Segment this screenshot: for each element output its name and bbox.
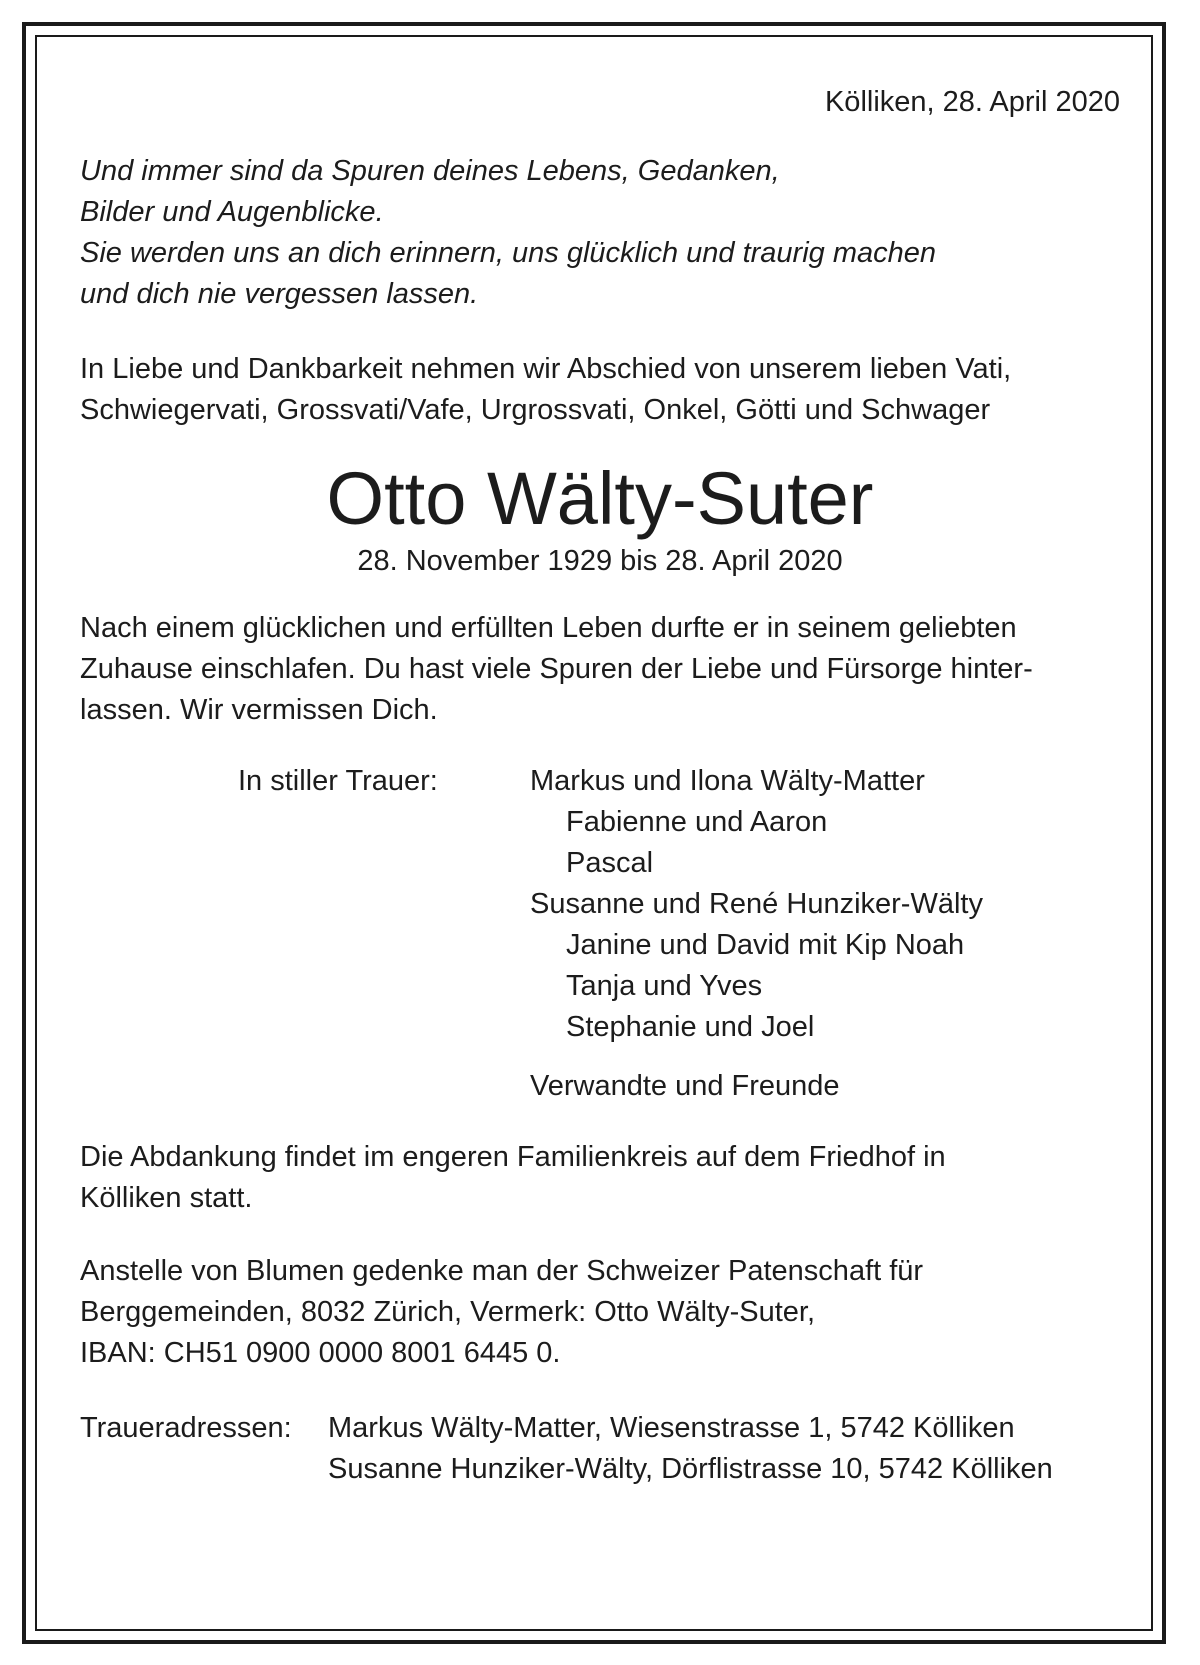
poem-line: Bilder und Augenblicke. <box>80 196 384 228</box>
tribute-line: lassen. Wir vermissen Dich. <box>80 694 438 726</box>
ceremony-line: Kölliken statt. <box>80 1182 253 1214</box>
mourners-label: In stiller Trauer: <box>238 765 438 797</box>
obituary-notice <box>80 60 1120 1490</box>
family-child: Stephanie und Joel <box>566 1011 815 1043</box>
family-child: Janine und David mit Kip Noah <box>566 929 965 961</box>
family-name: Susanne und René Hunziker-Wälty <box>530 888 983 920</box>
family-child: Pascal <box>566 847 654 879</box>
ceremony-paragraph <box>80 1137 1120 1219</box>
family-child: Fabienne und Aaron <box>566 806 828 838</box>
addresses-section <box>80 1408 1120 1490</box>
addresses-label: Traueradressen: <box>80 1412 292 1444</box>
tribute-line: Zuhause einschlafen. Du hast viele Spuren der Liebe und Fürsorge hinter- <box>80 653 1033 685</box>
addresses-list <box>328 1408 1120 1490</box>
family-name: Markus und Ilona Wälty-Matter <box>530 765 925 797</box>
poem-line: Und immer sind da Spuren deines Lebens, Gedanken, <box>80 155 780 187</box>
intro-paragraph <box>80 349 1120 431</box>
life-dates: 28. November 1929 bis 28. April 2020 <box>357 545 843 577</box>
mourners-section <box>80 761 1120 1107</box>
address-line: Markus Wälty-Matter, Wiesenstrasse 1, 5742 Kölliken <box>328 1412 1015 1444</box>
family-child: Tanja und Yves <box>566 970 763 1002</box>
donation-line: IBAN: CH51 0900 0000 8001 6445 0. <box>80 1337 561 1369</box>
intro-line: In Liebe und Dankbarkeit nehmen wir Abschied von unserem lieben Vati, <box>80 353 1012 385</box>
poem-line: Sie werden uns an dich erinnern, uns glücklich und traurig machen <box>80 237 936 269</box>
donation-line: Anstelle von Blumen gedenke man der Schweizer Patenschaft für <box>80 1255 924 1287</box>
intro-line: Schwiegervati, Grossvati/Vafe, Urgrossvati, Onkel, Götti und Schwager <box>80 394 991 426</box>
relatives-and-friends: Verwandte und Freunde <box>530 1070 840 1102</box>
tribute-paragraph <box>80 608 1120 731</box>
donation-paragraph <box>80 1251 1120 1374</box>
poem-line: und dich nie vergessen lassen. <box>80 278 479 310</box>
poem <box>80 151 1120 315</box>
donation-line: Berggemeinden, 8032 Zürich, Vermerk: Otto Wälty-Suter, <box>80 1296 815 1328</box>
ceremony-line: Die Abdankung findet im engeren Familienkreis auf dem Friedhof in <box>80 1141 946 1173</box>
tribute-line: Nach einem glücklichen und erfüllten Leben durfte er in seinem geliebten <box>80 612 1017 644</box>
address-line: Susanne Hunziker-Wälty, Dörflistrasse 10, 5742 Kölliken <box>328 1453 1053 1485</box>
place-date: Kölliken, 28. April 2020 <box>824 86 1120 118</box>
deceased-name: Otto Wälty-Suter <box>326 457 874 540</box>
mourners-list <box>530 761 1120 1107</box>
